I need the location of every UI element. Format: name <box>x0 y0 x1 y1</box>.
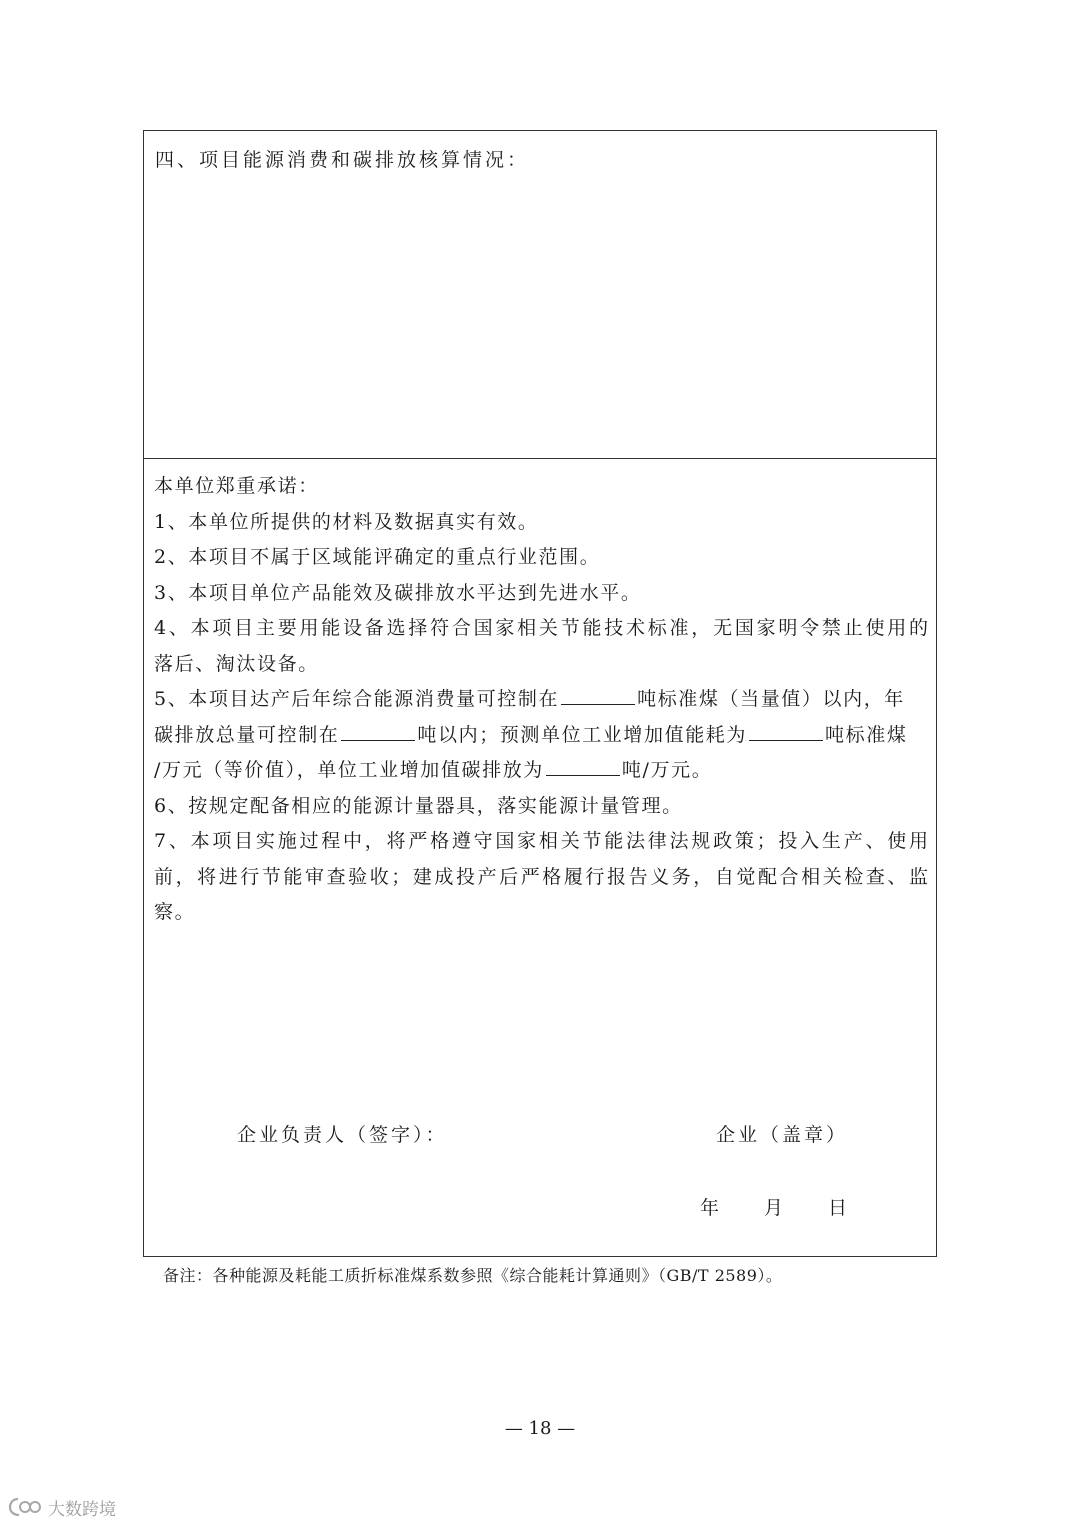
watermark-logo-icon <box>8 1496 42 1518</box>
pledge-item-1: 1、本单位所提供的材料及数据真实有效。 <box>154 510 539 533</box>
text-segment: 碳排放总量可控制在 <box>154 723 340 746</box>
application-form-table <box>143 130 937 1257</box>
pledge-item-5-line2 <box>154 718 928 754</box>
pledge-item-3: 3、本项目单位产品能效及碳排放水平达到先进水平。 <box>154 581 642 604</box>
year-label: 年 <box>700 1197 720 1219</box>
blank-carbon-intensity <box>546 755 620 776</box>
pledge-list <box>154 469 928 931</box>
date-row <box>700 1193 892 1220</box>
pledge-item-5-line1 <box>154 682 928 718</box>
pledge-heading: 本单位郑重承诺： <box>154 475 319 497</box>
text-segment: 吨/万元。 <box>621 759 713 781</box>
day-label: 日 <box>828 1197 848 1219</box>
text-segment: 吨以内；预测单位工业增加值能耗为 <box>417 723 748 746</box>
watermark <box>8 1494 116 1520</box>
company-seal-label: 企业（盖章） <box>716 1124 849 1146</box>
pledge-item-2: 2、本项目不属于区域能评确定的重点行业范围。 <box>154 546 601 568</box>
month-label: 月 <box>764 1197 784 1219</box>
text-segment: /万元（等价值），单位工业增加值碳排放为 <box>154 759 544 781</box>
page-number: — 18 — <box>504 1418 576 1439</box>
watermark-text: 大数跨境 <box>48 1499 116 1520</box>
pledge-item-6: 6、按规定配备相应的能源计量器具，落实能源计量管理。 <box>154 794 683 817</box>
responsible-person-signature-label: 企业负责人（签字）： <box>237 1124 448 1146</box>
pledge-item-5-line3 <box>154 753 928 789</box>
pledge-item-4-line2: 落后、淘汰设备。 <box>154 652 319 675</box>
pledge-item-7-line3: 察。 <box>154 901 196 923</box>
pledge-item-7-line1: 7、本项目实施过程中，将严格遵守国家相关节能法律法规政策；投入生产、使用 <box>154 830 928 852</box>
pledge-item-7-line2: 前，将进行节能审查验收；建成投产后严格履行报告义务，自觉配合相关检查、监 <box>154 865 928 888</box>
text-segment: 吨标准煤 <box>825 723 908 746</box>
section-title: 四、项目能源消费和碳排放核算情况： <box>155 149 530 171</box>
pledge-section <box>144 459 936 1256</box>
text-segment: 5、本项目达产后年综合能源消费量可控制在 <box>154 688 560 710</box>
blank-carbon-total <box>341 720 415 741</box>
text-segment: 吨标准煤（当量值）以内，年 <box>637 688 905 710</box>
energy-carbon-accounting-section <box>144 131 936 459</box>
pledge-item-4-line1: 4、本项目主要用能设备选择符合国家相关节能技术标准，无国家明令禁止使用的 <box>154 617 928 639</box>
blank-annual-energy <box>561 684 635 705</box>
blank-energy-intensity <box>749 720 823 741</box>
footnote: 备注：各种能源及耗能工质折标准煤系数参照《综合能耗计算通则》（GB/T 2589）。 <box>163 1266 783 1285</box>
